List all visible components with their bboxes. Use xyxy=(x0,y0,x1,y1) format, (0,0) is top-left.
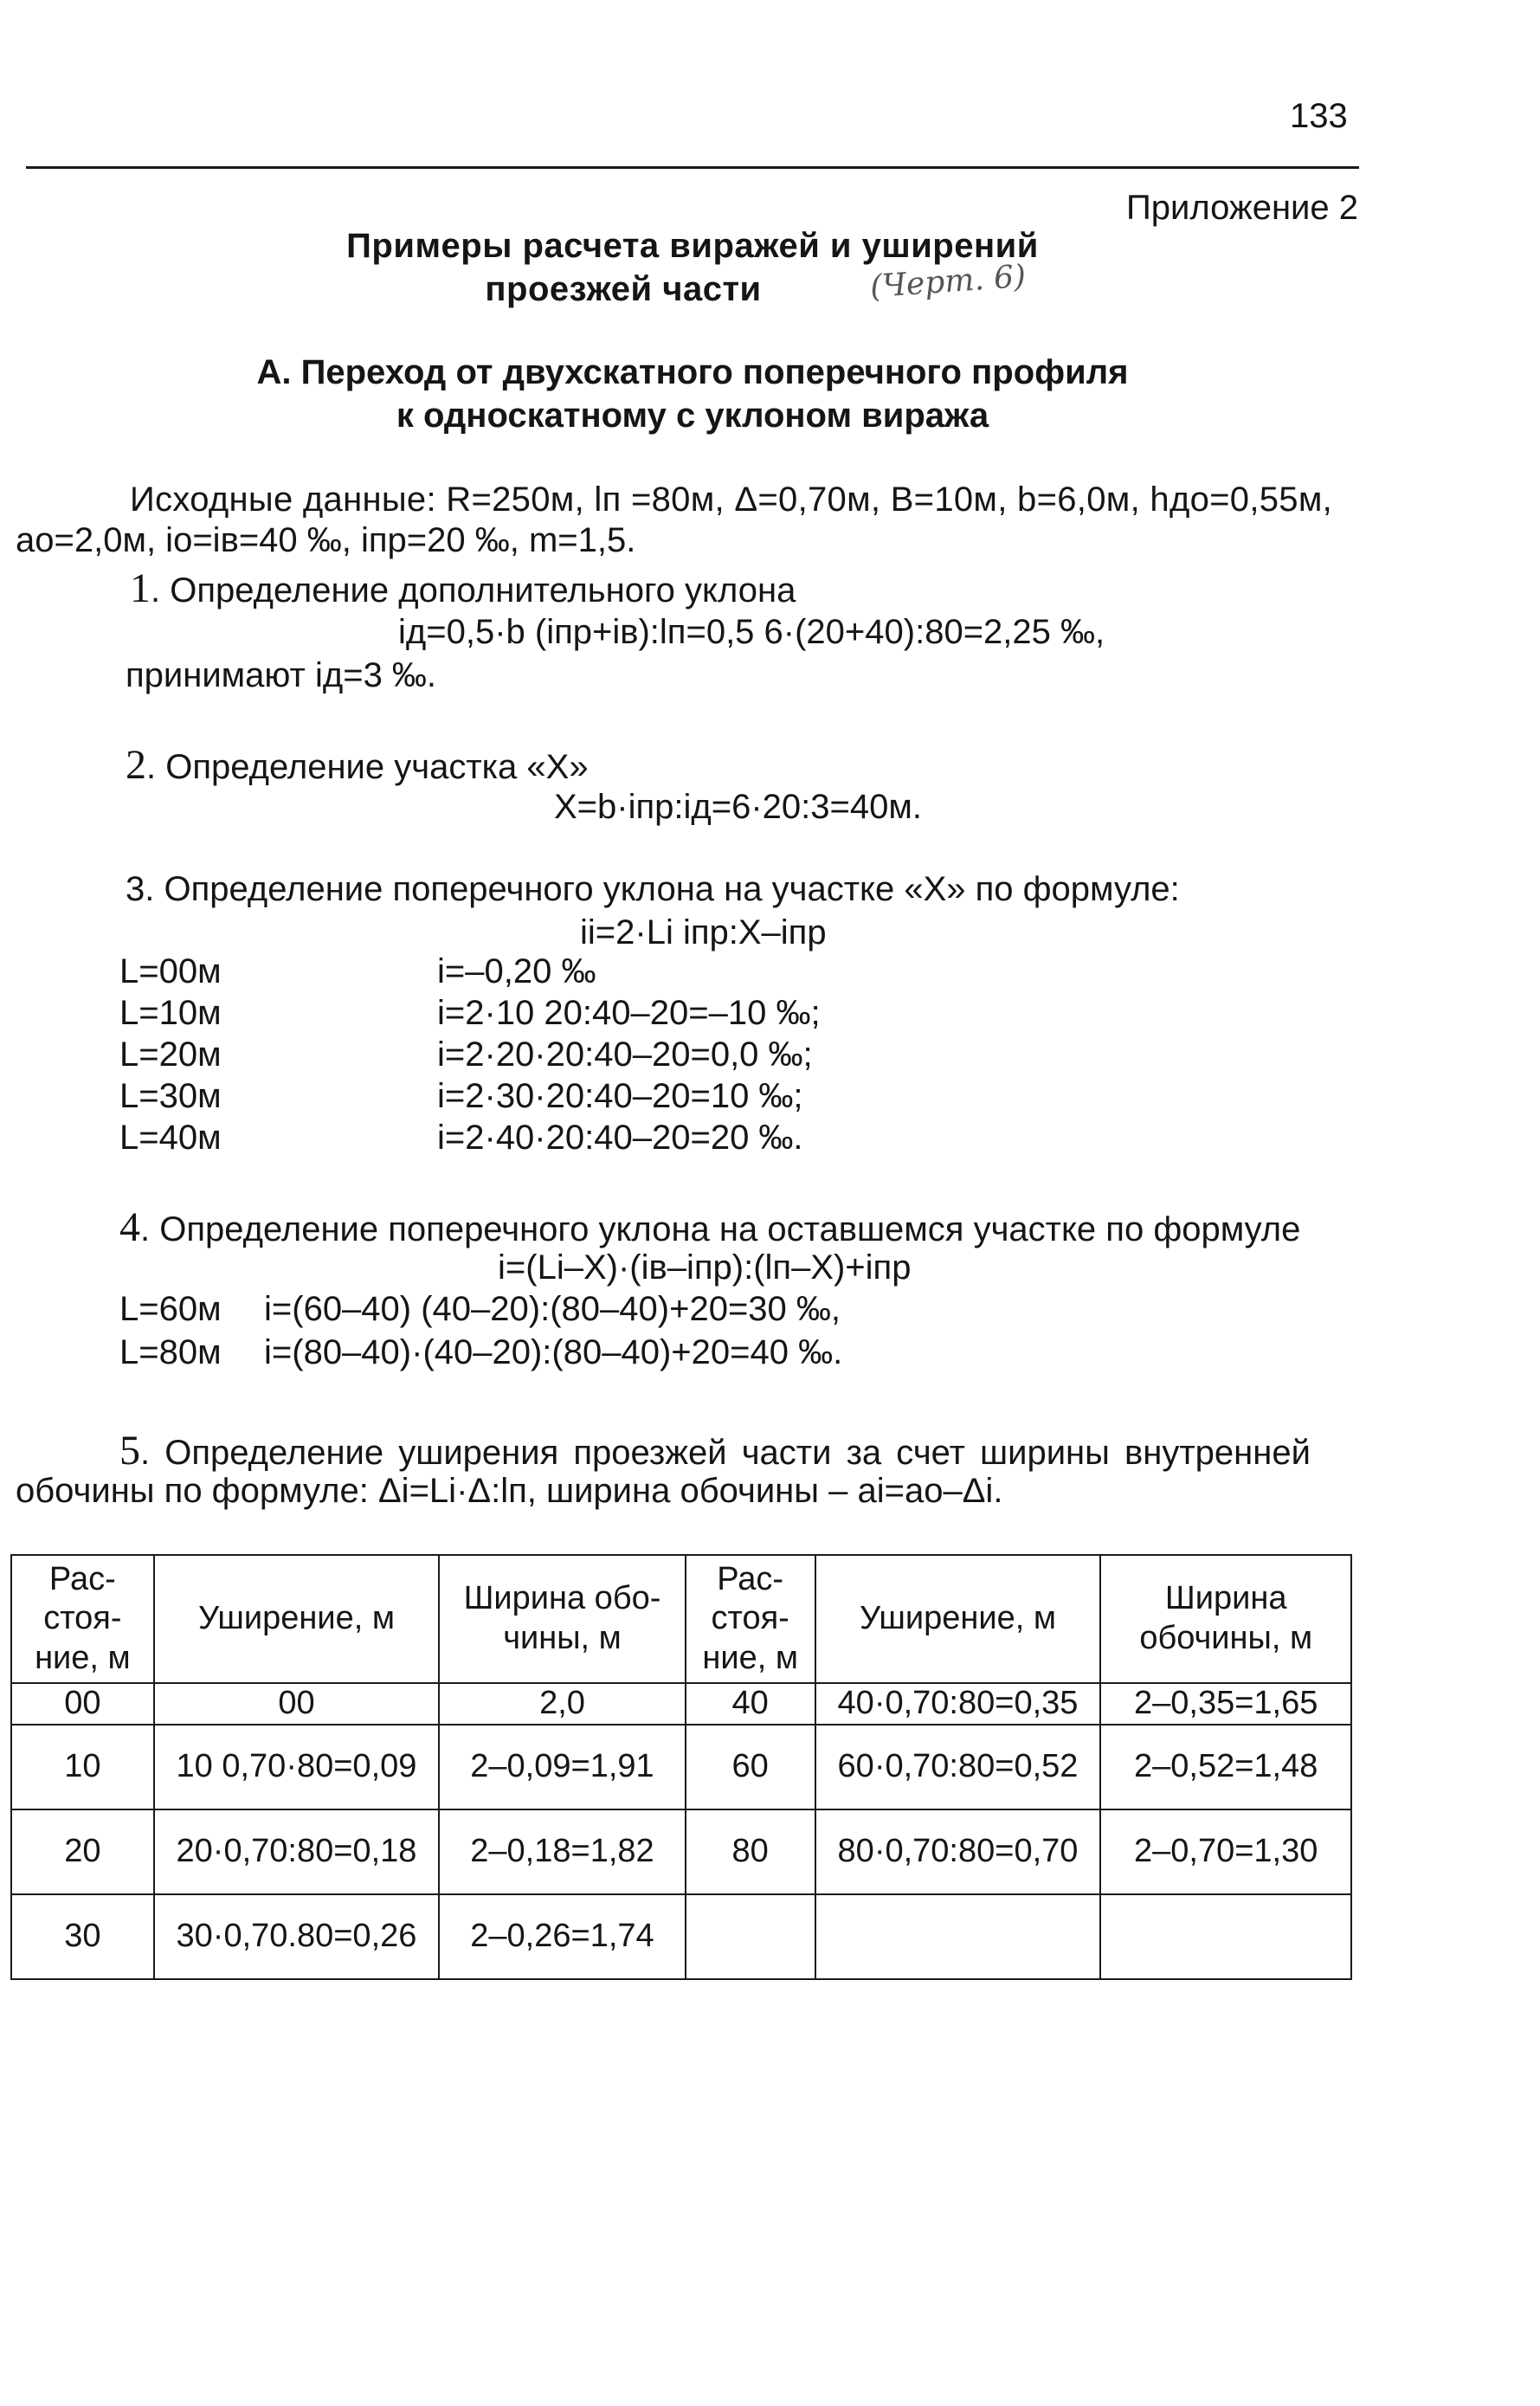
table-cell: 2,0 xyxy=(439,1683,686,1725)
step3-i-1: i=2·10 20:40–20=–10 ‰; xyxy=(437,994,821,1032)
step4-i-0: i=(60–40) (40–20):(80–40)+20=30 ‰, xyxy=(264,1290,841,1328)
step3-i-3: i=2·30·20:40–20=10 ‰; xyxy=(437,1077,803,1115)
table-header-row xyxy=(11,1555,1351,1683)
table-cell: 80 xyxy=(686,1809,815,1894)
appendix-label: Приложение 2 xyxy=(1126,189,1358,227)
step3-heading: 3. Определение поперечного уклона на участке «X» по формуле: xyxy=(126,870,1180,908)
table-row xyxy=(11,1683,1351,1725)
table-cell: 2–0,26=1,74 xyxy=(439,1894,686,1979)
step4-formula: i=(Li–X)·(iв–iпр):(lп–X)+iпр xyxy=(498,1248,912,1287)
header-shoulder-width-1: Ширина обо-чины, м xyxy=(439,1555,686,1683)
section-a-heading-line1: А. Переход от двухскатного поперечного профиля xyxy=(256,353,1129,391)
step3-formula: ii=2·Li iпр:X–iпр xyxy=(580,913,827,951)
table-cell: 2–0,70=1,30 xyxy=(1100,1809,1351,1894)
step2-number: 2 xyxy=(126,742,146,788)
header-distance-2: Рас-стоя-ние, м xyxy=(686,1555,815,1683)
step5-number: 5 xyxy=(119,1428,140,1474)
step3-i-4: i=2·40·20:40–20=20 ‰. xyxy=(437,1119,803,1157)
step4-l-1: L=80м xyxy=(119,1333,222,1371)
step5-text-line2: обочины по формуле: Δi=Li·Δ:lп, ширина обочины – ai=ao–Δi. xyxy=(16,1472,1003,1510)
table-cell: 60 xyxy=(686,1725,815,1809)
input-data-line1: Исходные данные: R=250м, lп =80м, Δ=0,70м, В=10м, b=6,0м, hдо=0,55м, xyxy=(130,481,1333,519)
table-row xyxy=(11,1894,1351,1979)
step3-l-1: L=10м xyxy=(119,994,222,1032)
table-cell: 00 xyxy=(154,1683,439,1725)
table-cell xyxy=(815,1894,1101,1979)
step4-i-1: i=(80–40)·(40–20):(80–40)+20=40 ‰. xyxy=(264,1333,843,1371)
table-cell: 10 0,70·80=0,09 xyxy=(154,1725,439,1809)
step4-heading xyxy=(119,1203,1300,1251)
step3-i-2: i=2·20·20:40–20=0,0 ‰; xyxy=(437,1035,813,1074)
header-distance-1: Рас-стоя-ние, м xyxy=(11,1555,154,1683)
step4-l-0: L=60м xyxy=(119,1290,222,1328)
table-row xyxy=(11,1725,1351,1809)
doc-title-line1: Примеры расчета виражей и уширений xyxy=(346,227,1039,265)
step1-formula: iд=0,5·b (iпр+iв):lп=0,5 6·(20+40):80=2,25 ‰, xyxy=(398,613,1105,651)
step5-text-line1: . Определение уширения проезжей части за счет ширины внутренней xyxy=(140,1434,1311,1472)
step4-text: . Определение поперечного уклона на оставшемся участке по формуле xyxy=(140,1210,1301,1248)
table-cell: 2–0,35=1,65 xyxy=(1100,1683,1351,1725)
section-a-heading-line2: к односкатному с уклоном виража xyxy=(396,397,989,435)
step3-l-4: L=40м xyxy=(119,1119,222,1157)
table-cell: 30 xyxy=(11,1894,154,1979)
handwritten-note: (Черт. 6) xyxy=(868,258,1028,306)
step3-l-2: L=20м xyxy=(119,1035,222,1074)
step3-l-3: L=30м xyxy=(119,1077,222,1115)
step1-number: 1 xyxy=(130,565,151,611)
table-cell: 2–0,52=1,48 xyxy=(1100,1725,1351,1809)
table-cell xyxy=(1100,1894,1351,1979)
table-row xyxy=(11,1809,1351,1894)
table-cell: 2–0,09=1,91 xyxy=(439,1725,686,1809)
table-cell: 20·0,70:80=0,18 xyxy=(154,1809,439,1894)
table-cell: 30·0,70.80=0,26 xyxy=(154,1894,439,1979)
widening-table xyxy=(10,1554,1352,1980)
step2-heading xyxy=(126,741,589,789)
header-shoulder-width-2: Ширина обочины, м xyxy=(1100,1555,1351,1683)
doc-title-line2: проезжей части xyxy=(485,270,762,308)
step1-result: принимают iд=3 ‰. xyxy=(126,656,437,694)
page-number: 133 xyxy=(1290,97,1348,135)
step3-i-0: i=–0,20 ‰ xyxy=(437,952,596,990)
table-cell: 80·0,70:80=0,70 xyxy=(815,1809,1101,1894)
step3-l-0: L=00м xyxy=(119,952,222,990)
table-cell: 40·0,70:80=0,35 xyxy=(815,1683,1101,1725)
header-rule xyxy=(26,166,1359,169)
step1-text: . Определение дополнительного уклона xyxy=(151,571,796,610)
header-widening-2: Уширение, м xyxy=(815,1555,1101,1683)
table-cell: 10 xyxy=(11,1725,154,1809)
step2-text: . Определение участка «X» xyxy=(146,748,589,786)
step1-heading xyxy=(130,564,796,612)
table-cell: 2–0,18=1,82 xyxy=(439,1809,686,1894)
table-cell: 40 xyxy=(686,1683,815,1725)
table-cell xyxy=(686,1894,815,1979)
table-cell: 20 xyxy=(11,1809,154,1894)
table-cell: 00 xyxy=(11,1683,154,1725)
table-cell: 60·0,70:80=0,52 xyxy=(815,1725,1101,1809)
header-widening-1: Уширение, м xyxy=(154,1555,439,1683)
input-data-line2: ao=2,0м, io=iв=40 ‰, iпр=20 ‰, m=1,5. xyxy=(16,521,636,559)
step5-heading xyxy=(119,1427,1311,1474)
step2-formula: X=b·iпр:iд=6·20:3=40м. xyxy=(554,788,922,826)
step4-number: 4 xyxy=(119,1204,140,1250)
